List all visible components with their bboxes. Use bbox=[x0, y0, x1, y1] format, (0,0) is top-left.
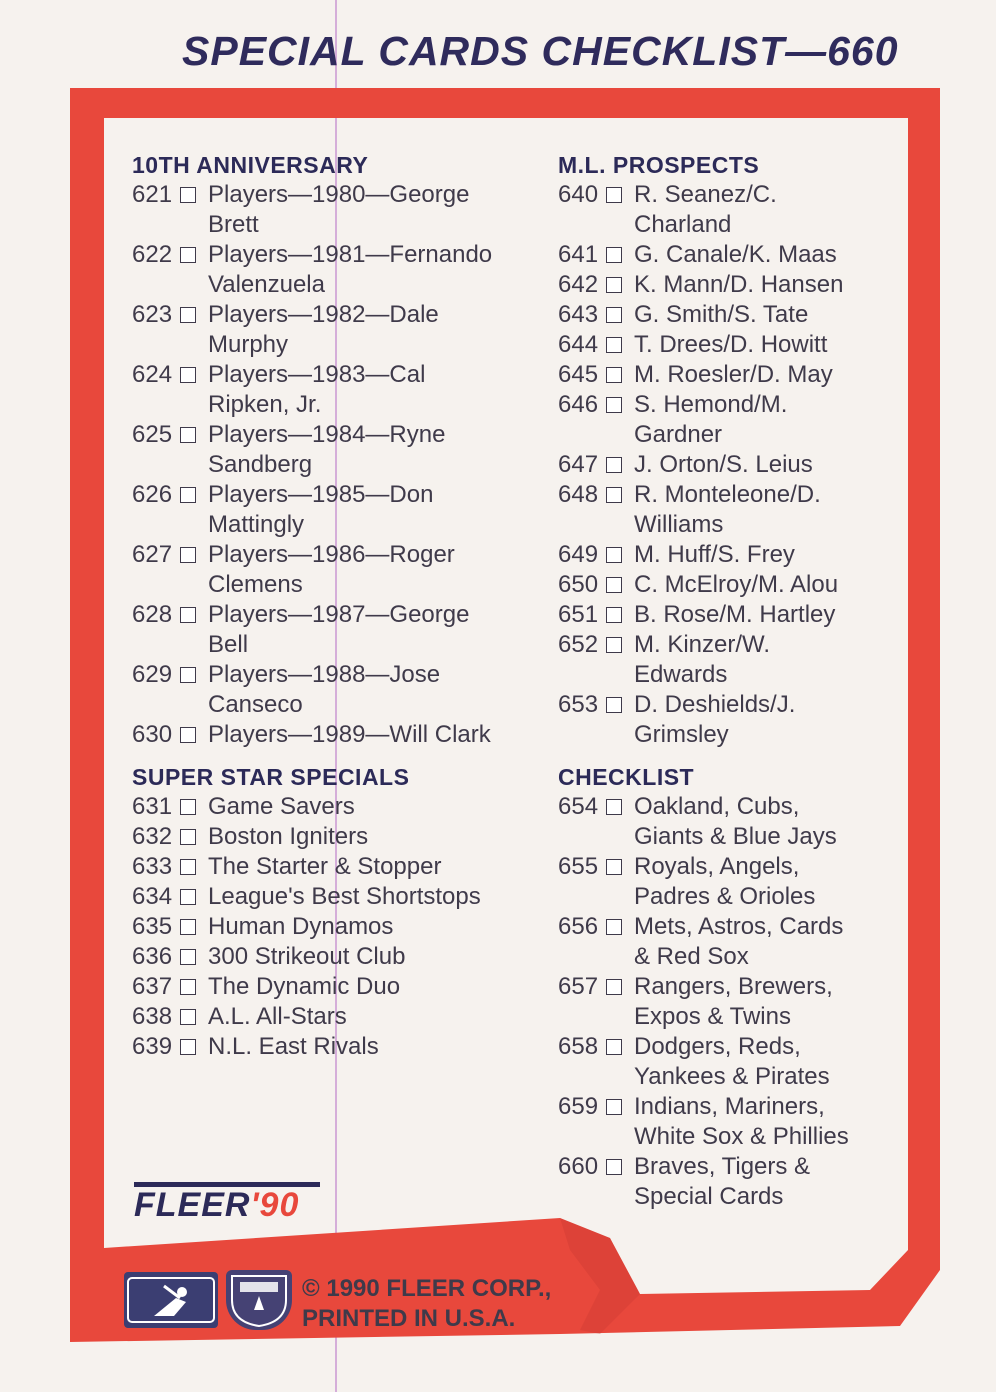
description-line: A.L. All-Stars bbox=[208, 1003, 347, 1030]
checkbox[interactable] bbox=[606, 859, 622, 875]
description-line: M. Kinzer/W. bbox=[634, 631, 771, 658]
checklist-item bbox=[132, 360, 532, 420]
checklist-item bbox=[132, 822, 532, 852]
card-description bbox=[208, 792, 532, 822]
checklist-item bbox=[558, 360, 918, 390]
description-line: Clemens bbox=[208, 571, 303, 598]
section-gap bbox=[132, 750, 532, 762]
description-line: Players—1981—Fernando bbox=[208, 241, 493, 268]
card-number: 646 bbox=[558, 391, 599, 418]
card-description bbox=[634, 570, 918, 600]
card-description bbox=[208, 480, 532, 540]
description-line: League's Best Shortstops bbox=[208, 883, 481, 910]
checkbox[interactable] bbox=[180, 829, 196, 845]
card-number: 629 bbox=[132, 661, 173, 688]
checklist-item bbox=[132, 852, 532, 882]
section-heading: SUPER STAR SPECIALS bbox=[132, 764, 410, 790]
card-number: 642 bbox=[558, 271, 599, 298]
description-line: Game Savers bbox=[208, 793, 355, 820]
card-number: 621 bbox=[132, 181, 173, 208]
description-line: Ripken, Jr. bbox=[208, 391, 322, 418]
checkbox[interactable] bbox=[180, 367, 196, 383]
checklist-item bbox=[132, 540, 532, 600]
description-line: Oakland, Cubs, bbox=[634, 793, 800, 820]
description-line: S. Hemond/M. bbox=[634, 391, 788, 418]
card-description bbox=[634, 300, 918, 330]
description-line: Murphy bbox=[208, 331, 289, 358]
card-description bbox=[208, 942, 532, 972]
card-description bbox=[634, 180, 918, 240]
card-number: 654 bbox=[558, 793, 599, 820]
checklist-item bbox=[558, 540, 918, 570]
checklist-item bbox=[558, 390, 918, 450]
checkbox[interactable] bbox=[606, 577, 622, 593]
card-description bbox=[208, 600, 532, 660]
section-gap bbox=[558, 750, 918, 762]
logo-brand: FLEER bbox=[134, 1186, 251, 1224]
description-line: C. McElroy/M. Alou bbox=[634, 571, 839, 598]
checkbox[interactable] bbox=[606, 487, 622, 503]
checklist-item bbox=[558, 300, 918, 330]
description-line: Human Dynamos bbox=[208, 913, 394, 940]
description-line: Valenzuela bbox=[208, 271, 325, 298]
card-number: 626 bbox=[132, 481, 173, 508]
description-line: R. Monteleone/D. bbox=[634, 481, 821, 508]
card-description bbox=[208, 300, 532, 360]
card-number: 634 bbox=[132, 883, 173, 910]
checkbox[interactable] bbox=[606, 457, 622, 473]
card-description bbox=[634, 360, 918, 390]
checkbox[interactable] bbox=[180, 547, 196, 563]
fleer-90-logo bbox=[134, 1186, 299, 1225]
card-number: 648 bbox=[558, 481, 599, 508]
card-number: 658 bbox=[558, 1033, 599, 1060]
card-number: 659 bbox=[558, 1093, 599, 1120]
card-description bbox=[208, 822, 532, 852]
card-number: 652 bbox=[558, 631, 599, 658]
card-number: 635 bbox=[132, 913, 173, 940]
logo-year: '90 bbox=[250, 1186, 300, 1224]
card-number: 641 bbox=[558, 241, 599, 268]
checkbox[interactable] bbox=[606, 307, 622, 323]
card-number: 623 bbox=[132, 301, 173, 328]
card-description bbox=[634, 912, 918, 972]
description-line: The Dynamic Duo bbox=[208, 973, 401, 1000]
card-description bbox=[208, 1032, 532, 1062]
card-number: 632 bbox=[132, 823, 173, 850]
checklist-item bbox=[558, 792, 918, 852]
description-line: Special Cards bbox=[634, 1183, 784, 1210]
card-description bbox=[634, 540, 918, 570]
section-heading: 10TH ANNIVERSARY bbox=[132, 152, 369, 178]
card-number: 647 bbox=[558, 451, 599, 478]
right-checklist-column bbox=[558, 150, 918, 1212]
checkbox[interactable] bbox=[180, 1039, 196, 1055]
checkbox[interactable] bbox=[180, 859, 196, 875]
checkbox[interactable] bbox=[606, 1159, 622, 1175]
description-line: Players—1980—George bbox=[208, 181, 470, 208]
checklist-item bbox=[558, 480, 918, 540]
checkbox[interactable] bbox=[606, 367, 622, 383]
checklist-item bbox=[558, 1032, 918, 1092]
card-description bbox=[634, 480, 918, 540]
description-line: Players—1984—Ryne bbox=[208, 421, 446, 448]
checklist-item bbox=[132, 1002, 532, 1032]
description-line: T. Drees/D. Howitt bbox=[634, 331, 828, 358]
checkbox[interactable] bbox=[180, 607, 196, 623]
checkbox[interactable] bbox=[180, 889, 196, 905]
description-line: Canseco bbox=[208, 691, 303, 718]
checklist-item bbox=[558, 180, 918, 240]
checklist-item bbox=[132, 882, 532, 912]
card-number: 639 bbox=[132, 1033, 173, 1060]
checklist-item bbox=[558, 600, 918, 630]
card-description bbox=[634, 1092, 918, 1152]
card-number: 649 bbox=[558, 541, 599, 568]
description-line: Players—1982—Dale bbox=[208, 301, 439, 328]
card-description bbox=[208, 240, 532, 300]
checklist-item bbox=[558, 450, 918, 480]
checkbox[interactable] bbox=[606, 637, 622, 653]
checklist-item bbox=[132, 420, 532, 480]
card-number: 638 bbox=[132, 1003, 173, 1030]
page-title: SPECIAL CARDS CHECKLIST—660 bbox=[182, 28, 899, 74]
checkbox[interactable] bbox=[606, 187, 622, 203]
description-line: White Sox & Phillies bbox=[634, 1123, 849, 1150]
checkbox[interactable] bbox=[606, 337, 622, 353]
card-description bbox=[634, 450, 918, 480]
description-line: G. Smith/S. Tate bbox=[634, 301, 809, 328]
mlb-silhouette-icon bbox=[124, 1272, 218, 1328]
checklist-item bbox=[132, 1032, 532, 1062]
left-checklist-column bbox=[132, 150, 532, 1062]
card-description bbox=[208, 720, 532, 750]
card-number: 640 bbox=[558, 181, 599, 208]
description-line: Rangers, Brewers, bbox=[634, 973, 833, 1000]
checkbox[interactable] bbox=[180, 487, 196, 503]
copyright-line-1: © 1990 FLEER CORP., bbox=[302, 1275, 552, 1302]
checklist-item bbox=[132, 912, 532, 942]
card-description bbox=[208, 540, 532, 600]
card-description bbox=[634, 630, 918, 690]
card-number: 651 bbox=[558, 601, 599, 628]
description-line: R. Seanez/C. bbox=[634, 181, 777, 208]
description-line: Williams bbox=[634, 511, 724, 538]
description-line: G. Canale/K. Maas bbox=[634, 241, 837, 268]
description-line: Padres & Orioles bbox=[634, 883, 816, 910]
checkbox[interactable] bbox=[606, 247, 622, 263]
card-number: 637 bbox=[132, 973, 173, 1000]
card-description bbox=[634, 852, 918, 912]
checklist-item bbox=[558, 1092, 918, 1152]
description-line: Indians, Mariners, bbox=[634, 1093, 825, 1120]
checklist-item bbox=[558, 270, 918, 300]
checklist-item bbox=[558, 330, 918, 360]
checkbox[interactable] bbox=[180, 427, 196, 443]
description-line: B. Rose/M. Hartley bbox=[634, 601, 836, 628]
card-number: 624 bbox=[132, 361, 173, 388]
description-line: 300 Strikeout Club bbox=[208, 943, 406, 970]
checkbox[interactable] bbox=[180, 307, 196, 323]
card-number: 630 bbox=[132, 721, 173, 748]
description-line: Mattingly bbox=[208, 511, 305, 538]
checklist-item bbox=[558, 912, 918, 972]
mlbpa-shield-shape-icon bbox=[226, 1270, 292, 1330]
card-description bbox=[208, 882, 532, 912]
checkbox[interactable] bbox=[606, 799, 622, 815]
description-line: Boston Igniters bbox=[208, 823, 369, 850]
checklist-item bbox=[132, 180, 532, 240]
description-line: Players—1989—Will Clark bbox=[208, 721, 491, 748]
description-line: N.L. East Rivals bbox=[208, 1033, 379, 1060]
card-description bbox=[634, 690, 918, 750]
card-description bbox=[208, 660, 532, 720]
description-line: J. Orton/S. Leius bbox=[634, 451, 813, 478]
card-number: 633 bbox=[132, 853, 173, 880]
checkbox[interactable] bbox=[606, 979, 622, 995]
checkbox[interactable] bbox=[606, 397, 622, 413]
checkbox[interactable] bbox=[180, 1009, 196, 1025]
checkbox[interactable] bbox=[180, 247, 196, 263]
checklist-item bbox=[132, 600, 532, 660]
checklist-item bbox=[132, 792, 532, 822]
description-line: Grimsley bbox=[634, 721, 729, 748]
card-description bbox=[634, 390, 918, 450]
checklist-item bbox=[132, 942, 532, 972]
card-description bbox=[208, 420, 532, 480]
checklist-item bbox=[558, 630, 918, 690]
checkbox[interactable] bbox=[606, 697, 622, 713]
description-line: K. Mann/D. Hansen bbox=[634, 271, 844, 298]
card-description bbox=[634, 330, 918, 360]
checkbox[interactable] bbox=[180, 949, 196, 965]
description-line: Royals, Angels, bbox=[634, 853, 800, 880]
description-line: M. Roesler/D. May bbox=[634, 361, 833, 388]
card-description bbox=[634, 600, 918, 630]
description-line: Dodgers, Reds, bbox=[634, 1033, 801, 1060]
checkbox[interactable] bbox=[606, 607, 622, 623]
card-number: 645 bbox=[558, 361, 599, 388]
checkbox[interactable] bbox=[180, 799, 196, 815]
mlb-logo-icon bbox=[124, 1272, 218, 1328]
checklist-item bbox=[558, 240, 918, 270]
section-heading: CHECKLIST bbox=[558, 764, 695, 790]
card-description bbox=[208, 972, 532, 1002]
card-description bbox=[634, 240, 918, 270]
card-description bbox=[208, 1002, 532, 1032]
card-description bbox=[208, 180, 532, 240]
checkbox[interactable] bbox=[606, 1039, 622, 1055]
card-number: 650 bbox=[558, 571, 599, 598]
card-number: 622 bbox=[132, 241, 173, 268]
description-line: Gardner bbox=[634, 421, 723, 448]
checklist-item bbox=[132, 720, 532, 750]
checkbox[interactable] bbox=[606, 1099, 622, 1115]
card-description bbox=[634, 792, 918, 852]
card-description bbox=[208, 852, 532, 882]
card-number: 627 bbox=[132, 541, 173, 568]
card-number: 636 bbox=[132, 943, 173, 970]
card-number: 631 bbox=[132, 793, 173, 820]
checkbox[interactable] bbox=[606, 547, 622, 563]
checklist-item bbox=[558, 690, 918, 750]
card-description bbox=[208, 360, 532, 420]
description-line: M. Huff/S. Frey bbox=[634, 541, 795, 568]
checkbox[interactable] bbox=[180, 667, 196, 683]
card-number: 655 bbox=[558, 853, 599, 880]
card-description bbox=[634, 270, 918, 300]
checklist-item bbox=[558, 852, 918, 912]
card-description bbox=[634, 1032, 918, 1092]
description-line: Players—1985—Don bbox=[208, 481, 434, 508]
description-line: Expos & Twins bbox=[634, 1003, 791, 1030]
checkbox[interactable] bbox=[606, 919, 622, 935]
description-line: Brett bbox=[208, 211, 259, 238]
description-line: Mets, Astros, Cards bbox=[634, 913, 844, 940]
card-number: 657 bbox=[558, 973, 599, 1000]
card-number: 660 bbox=[558, 1153, 599, 1180]
description-line: Players—1983—Cal bbox=[208, 361, 426, 388]
copyright-notice bbox=[302, 1274, 551, 1334]
description-line: Braves, Tigers & bbox=[634, 1153, 811, 1180]
description-line: Sandberg bbox=[208, 451, 313, 478]
card-number: 643 bbox=[558, 301, 599, 328]
card-number: 628 bbox=[132, 601, 173, 628]
checklist-item bbox=[558, 570, 918, 600]
checklist-item bbox=[558, 972, 918, 1032]
checklist-item bbox=[132, 300, 532, 360]
description-line: & Red Sox bbox=[634, 943, 749, 970]
card-number: 653 bbox=[558, 691, 599, 718]
card-description bbox=[634, 1152, 918, 1212]
description-line: The Starter & Stopper bbox=[208, 853, 442, 880]
card-number: 625 bbox=[132, 421, 173, 448]
description-line: Players—1986—Roger bbox=[208, 541, 455, 568]
description-line: Yankees & Pirates bbox=[634, 1063, 830, 1090]
card-description bbox=[208, 912, 532, 942]
checkbox[interactable] bbox=[606, 277, 622, 293]
checklist-item bbox=[132, 480, 532, 540]
mlbpa-shield-icon bbox=[226, 1270, 292, 1330]
checkbox[interactable] bbox=[180, 727, 196, 743]
checklist-item bbox=[558, 1152, 918, 1212]
description-line: Players—1988—Jose bbox=[208, 661, 441, 688]
section-heading: M.L. PROSPECTS bbox=[558, 152, 760, 178]
checkbox[interactable] bbox=[180, 919, 196, 935]
description-line: Players—1987—George bbox=[208, 601, 470, 628]
checkbox[interactable] bbox=[180, 979, 196, 995]
description-line: Bell bbox=[208, 631, 249, 658]
description-line: D. Deshields/J. bbox=[634, 691, 796, 718]
description-line: Charland bbox=[634, 211, 732, 238]
card-description bbox=[634, 972, 918, 1032]
description-line: Edwards bbox=[634, 661, 728, 688]
copyright-line-2: PRINTED IN U.S.A. bbox=[302, 1305, 516, 1332]
checklist-item bbox=[132, 972, 532, 1002]
checklist-item bbox=[132, 240, 532, 300]
card-number: 656 bbox=[558, 913, 599, 940]
card-number: 644 bbox=[558, 331, 599, 358]
checklist-item bbox=[132, 660, 532, 720]
description-line: Giants & Blue Jays bbox=[634, 823, 837, 850]
checkbox[interactable] bbox=[180, 187, 196, 203]
